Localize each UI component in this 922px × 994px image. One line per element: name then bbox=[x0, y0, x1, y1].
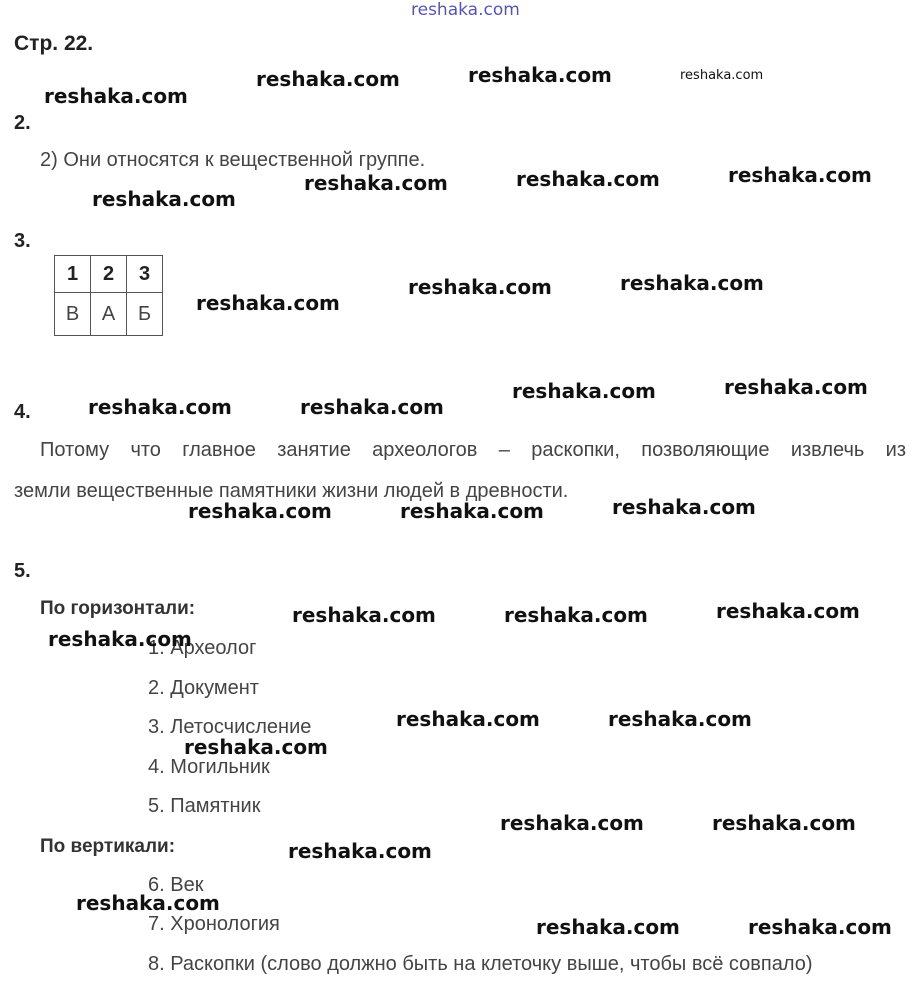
watermark: reshaka.com bbox=[88, 395, 232, 419]
answer-table bbox=[54, 255, 163, 336]
table-header-row bbox=[55, 256, 163, 293]
watermark: reshaka.com bbox=[300, 395, 444, 419]
watermark: reshaka.com bbox=[292, 603, 436, 627]
list-item: 6. Век bbox=[148, 874, 204, 896]
watermark: reshaka.com bbox=[612, 495, 756, 519]
watermark: reshaka.com bbox=[748, 915, 892, 939]
list-item: 1. Археолог bbox=[148, 637, 257, 659]
watermark: reshaka.com bbox=[400, 499, 544, 523]
watermark: reshaka.com bbox=[304, 171, 448, 195]
question-2-number: 2. bbox=[14, 112, 31, 134]
list-item: 7. Хронология bbox=[148, 913, 280, 935]
list-item: 4. Могильник bbox=[148, 756, 270, 778]
question-4-line-1: Потому что главное занятие археологов – раскопки, позволяющие извлечь из bbox=[40, 439, 906, 461]
list-item: 5. Памятник bbox=[148, 795, 261, 817]
table-cell: Б bbox=[127, 293, 163, 336]
vertical-title: По вертикали: bbox=[40, 836, 176, 857]
question-3-number: 3. bbox=[14, 230, 31, 252]
question-2-answer: 2) Они относятся к вещественной группе. bbox=[40, 149, 426, 171]
list-item: 3. Летосчисление bbox=[148, 716, 312, 738]
watermark: reshaka.com bbox=[716, 599, 860, 623]
watermark: reshaka.com bbox=[288, 839, 432, 863]
watermark: reshaka.com bbox=[468, 63, 612, 87]
watermark: reshaka.com bbox=[724, 375, 868, 399]
watermark: reshaka.com bbox=[48, 627, 192, 651]
watermark: reshaka.com bbox=[712, 811, 856, 835]
watermark: reshaka.com bbox=[76, 891, 220, 915]
watermark: reshaka.com bbox=[608, 707, 752, 731]
watermark: reshaka.com bbox=[504, 603, 648, 627]
table-cell: В bbox=[55, 293, 91, 336]
watermark: reshaka.com bbox=[196, 291, 340, 315]
watermark: reshaka.com bbox=[408, 275, 552, 299]
table-header-cell: 3 bbox=[127, 256, 163, 293]
watermark: reshaka.com bbox=[188, 499, 332, 523]
table-header-cell: 2 bbox=[91, 256, 127, 293]
watermark: reshaka.com bbox=[536, 915, 680, 939]
watermark: reshaka.com bbox=[680, 68, 764, 83]
table-cell: А bbox=[91, 293, 127, 336]
watermark: reshaka.com bbox=[44, 84, 188, 108]
watermark: reshaka.com bbox=[620, 271, 764, 295]
watermark: reshaka.com bbox=[500, 811, 644, 835]
table-header-cell: 1 bbox=[55, 256, 91, 293]
list-item: 8. Раскопки (слово должно быть на клеточку выше, чтобы всё совпало) bbox=[148, 953, 813, 975]
horizontal-title: По горизонтали: bbox=[40, 598, 196, 619]
watermark: reshaka.com bbox=[516, 167, 660, 191]
watermark: reshaka.com bbox=[396, 707, 540, 731]
watermark: reshaka.com bbox=[92, 187, 236, 211]
question-4-line-2: земли вещественные памятники жизни людей в древности. bbox=[14, 480, 569, 502]
watermark: reshaka.com bbox=[512, 379, 656, 403]
question-5-number: 5. bbox=[14, 560, 31, 582]
watermark: reshaka.com bbox=[184, 735, 328, 759]
list-item: 2. Документ bbox=[148, 677, 259, 699]
page-header: Стр. 22. bbox=[14, 32, 94, 55]
question-4-number: 4. bbox=[14, 401, 31, 423]
table-row bbox=[55, 293, 163, 336]
watermark-top: reshaka.com bbox=[411, 0, 520, 20]
watermark: reshaka.com bbox=[256, 67, 400, 91]
watermark: reshaka.com bbox=[728, 163, 872, 187]
